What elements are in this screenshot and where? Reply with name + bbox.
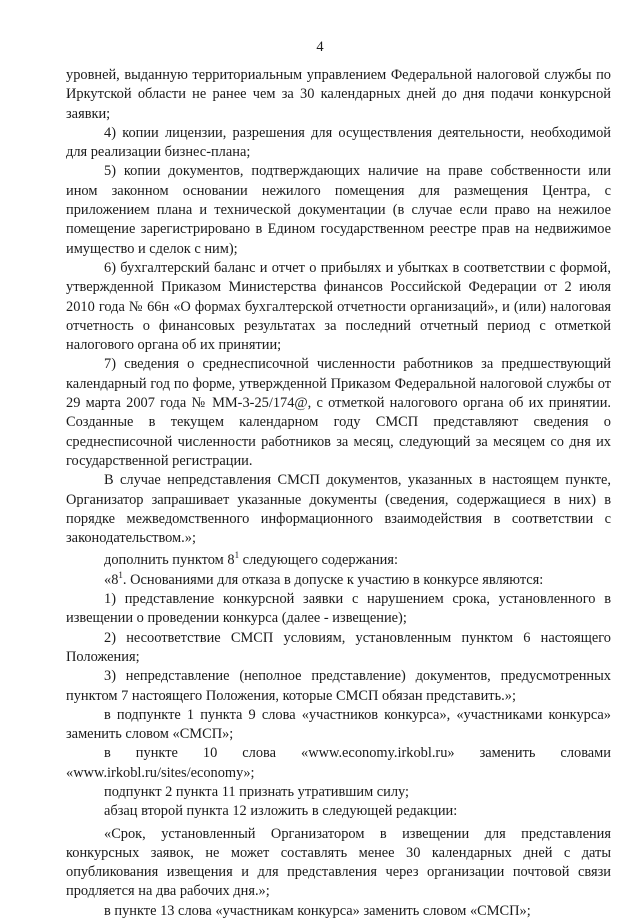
paragraph: 5) копии документов, подтверждающих наличие на праве собственности или ином законном основании нежилого помещения для размещения Центра, с приложением плана и технической документации (в случае если право на нежилое помещение зарегистрировано в Едином государственном реестре прав на недвижимое имущество и сделок с ним); [66, 163, 611, 257]
paragraph: В случае непредставления СМСП документов, указанных в настоящем пункте, Организатор запрашивает указанные документы (сведения, содержащиеся в них) в порядке межведомственного информационного взаимодействия в соответствии с законодательством.»; [66, 472, 611, 547]
insert-line-text: дополнить пунктом 8 [104, 552, 235, 569]
amendment-insert-line [66, 551, 611, 570]
paragraph: 2) несоответствие СМСП условиям, установленным пунктом 6 настоящего Положения; [66, 629, 611, 665]
quote-line-superscript: 1 [118, 569, 123, 580]
paragraph: в подпункте 1 пункта 9 слова «участников конкурса», «участниками конкурса» заменить словом «СМСП»; [66, 706, 611, 743]
paragraph: 1) представление конкурсной заявки с нарушением срока, установленного в извещении о проведении конкурса (далее - извещение); [66, 591, 611, 627]
paragraph: 3) непредставление (неполное представление) документов, предусмотренных пунктом 7 настоящего Положения, которые СМСП обязан представить.»; [66, 668, 611, 704]
paragraph: в пункте 10 слова «www.economy.irkobl.ru» заменить словами «www.irkobl.ru/sites/economy»; [66, 745, 611, 781]
paragraph: «Срок, установленный Организатором в извещении для представления конкурсных заявок, не может составлять менее 30 календарных дней с даты опубликования извещения и для представления через организации почтовой связи продляется на два рабочих дня.»; [66, 825, 611, 900]
paragraph: абзац второй пункта 12 изложить в следующей редакции: [104, 803, 458, 820]
quote-line-text-end: . Основаниями для отказа в допуске к участию в конкурсе являются: [122, 571, 544, 588]
paragraph: 7) сведения о среднесписочной численности работников за предшествующий календарный год по форме, утвержденной Приказом Федеральной налоговой службы от 29 марта 2007 года № ММ-3-25/174@, с отметкой налогового органа об их принятии. Созданные в текущем календарном году СМСП представляют сведения о среднесписочной численности работников за месяц, следующий за месяцем со дня их государственной регистрации. [66, 356, 611, 469]
paragraph: уровней, выданную территориальным управлением Федеральной налоговой службы по Иркутской области не ранее чем за 30 календарных дней до дня подачи конкурсной заявки; [66, 67, 611, 122]
quoted-clause-heading [66, 571, 611, 590]
insert-line-superscript: 1 [234, 550, 240, 561]
quote-line-text: «8 [104, 571, 119, 588]
paragraph: подпункт 2 пункта 11 признать утратившим силу; [104, 783, 410, 800]
document-body [66, 66, 611, 921]
paragraph: 4) копии лицензии, разрешения для осуществления деятельности, необходимой для реализации бизнес-плана; [66, 124, 611, 161]
page-number: 4 [316, 39, 324, 55]
paragraph: в пункте 13 слова «участникам конкурса» заменить словом «СМСП»; [104, 902, 531, 919]
insert-line-text-end: следующего содержания: [239, 552, 398, 569]
paragraph: 6) бухгалтерский баланс и отчет о прибылях и убытках в соответствии с формой, утвержденной Приказом Министерства финансов Российской Федерации от 2 июля 2010 года № 66н «О формах бухгалтерской отчетности организаций», и (или) налоговая отчетность о финансовых результатах за последний отчетный период с отметкой налогового органа об их принятии; [66, 259, 611, 354]
